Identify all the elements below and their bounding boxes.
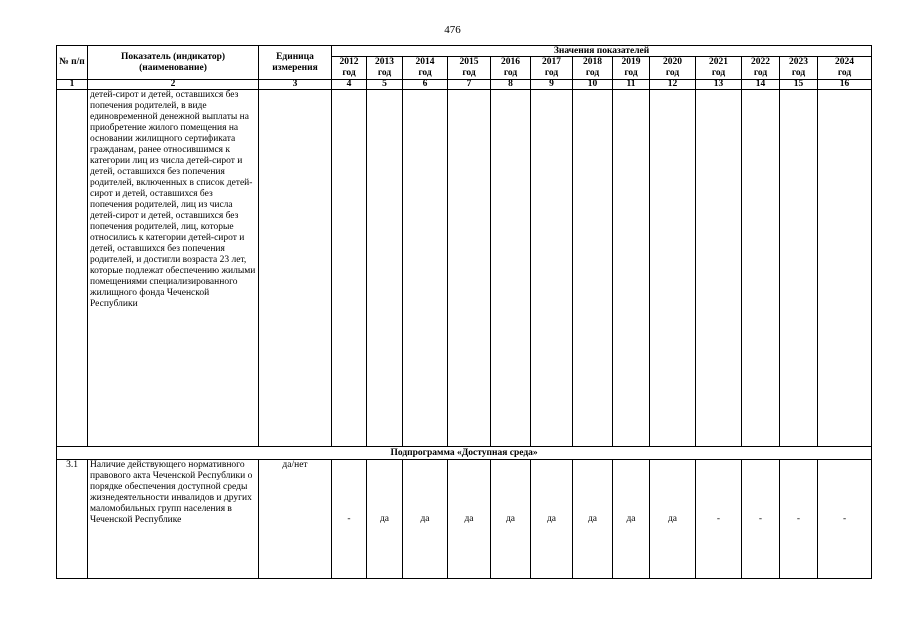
header-year: 2021 год <box>696 57 742 80</box>
page-number: 476 <box>444 24 461 36</box>
value-cell <box>491 90 531 447</box>
value-cell: - <box>696 460 742 579</box>
column-number: 14 <box>742 80 780 90</box>
row-unit: да/нет <box>259 460 332 579</box>
column-number: 12 <box>650 80 696 90</box>
header-year: 2013 год <box>367 57 403 80</box>
value-cell: да <box>367 460 403 579</box>
value-cell: да <box>491 460 531 579</box>
value-cell <box>818 90 872 447</box>
column-number: 7 <box>448 80 491 90</box>
header-num: № п/п <box>57 46 88 80</box>
column-number: 15 <box>780 80 818 90</box>
value-cell: да <box>403 460 448 579</box>
subprogram-title: Подпрограмма «Доступная среда» <box>57 447 872 460</box>
value-cell: да <box>613 460 650 579</box>
header-year: 2014 год <box>403 57 448 80</box>
value-cell: да <box>573 460 613 579</box>
continued-indicator-text: детей-сирот и детей, оставшихся без попечения родителей, в виде единовременной денежной выплаты на приобретение жилого помещения на основании жилищного сертификата гражданам, ранее относившимся к категории лиц из числа детей-сирот и детей, оставшихся без попечения родителей, включенных в список детей-сирот и детей, оставшихся без попечения родителей, лиц из числа детей-сирот и детей, оставшихся без попечения родителей, лиц, которые относились к категории детей-сирот и детей, оставшихся без попечения родителей, и достигли возраста 23 лет, которые подлежат обеспечению жилыми помещениями специализированного жилищного фонда Чеченской Республики <box>88 90 259 447</box>
header-year: 2017 год <box>531 57 573 80</box>
indicator-row-3-1 <box>57 460 872 579</box>
value-cell: - <box>332 460 367 579</box>
subprogram-row <box>57 447 872 460</box>
column-number: 4 <box>332 80 367 90</box>
value-cell <box>531 90 573 447</box>
indicators-table <box>56 45 872 579</box>
value-cell: - <box>780 460 818 579</box>
header-year: 2023 год <box>780 57 818 80</box>
continued-indicator-row <box>57 90 872 447</box>
value-cell: да <box>650 460 696 579</box>
value-cell <box>367 90 403 447</box>
column-number: 6 <box>403 80 448 90</box>
value-cell: да <box>531 460 573 579</box>
header-year: 2018 год <box>573 57 613 80</box>
value-cell <box>448 90 491 447</box>
header-unit: Единица измерения <box>259 46 332 80</box>
header-year: 2020 год <box>650 57 696 80</box>
column-number: 1 <box>57 80 88 90</box>
column-number: 2 <box>88 80 259 90</box>
header-year: 2015 год <box>448 57 491 80</box>
row-num: 3.1 <box>57 460 88 579</box>
header-indicator: Показатель (индикатор) (наименование) <box>88 46 259 80</box>
column-number: 8 <box>491 80 531 90</box>
value-cell: - <box>742 460 780 579</box>
header-year: 2022 год <box>742 57 780 80</box>
header-values-group: Значения показателей <box>332 46 872 57</box>
header-year: 2024 год <box>818 57 872 80</box>
value-cell: - <box>818 460 872 579</box>
column-numbers-row <box>57 80 872 90</box>
value-cell: да <box>448 460 491 579</box>
value-cell <box>573 90 613 447</box>
column-number: 13 <box>696 80 742 90</box>
value-cell <box>650 90 696 447</box>
value-cell <box>403 90 448 447</box>
row-num-cell <box>57 90 88 447</box>
value-cell <box>332 90 367 447</box>
value-cell <box>613 90 650 447</box>
row-unit-cell <box>259 90 332 447</box>
header-year: 2019 год <box>613 57 650 80</box>
value-cell <box>742 90 780 447</box>
value-cell <box>696 90 742 447</box>
header-year: 2012 год <box>332 57 367 80</box>
column-number: 5 <box>367 80 403 90</box>
column-number: 9 <box>531 80 573 90</box>
row-indicator: Наличие действующего нормативного правового акта Чеченской Республики о порядке обеспечения доступной среды жизнедеятельности инвалидов и других маломобильных групп населения в Чеченской Республике <box>88 460 259 579</box>
column-number: 3 <box>259 80 332 90</box>
header-year: 2016 год <box>491 57 531 80</box>
column-number: 10 <box>573 80 613 90</box>
column-number: 16 <box>818 80 872 90</box>
column-number: 11 <box>613 80 650 90</box>
value-cell <box>780 90 818 447</box>
